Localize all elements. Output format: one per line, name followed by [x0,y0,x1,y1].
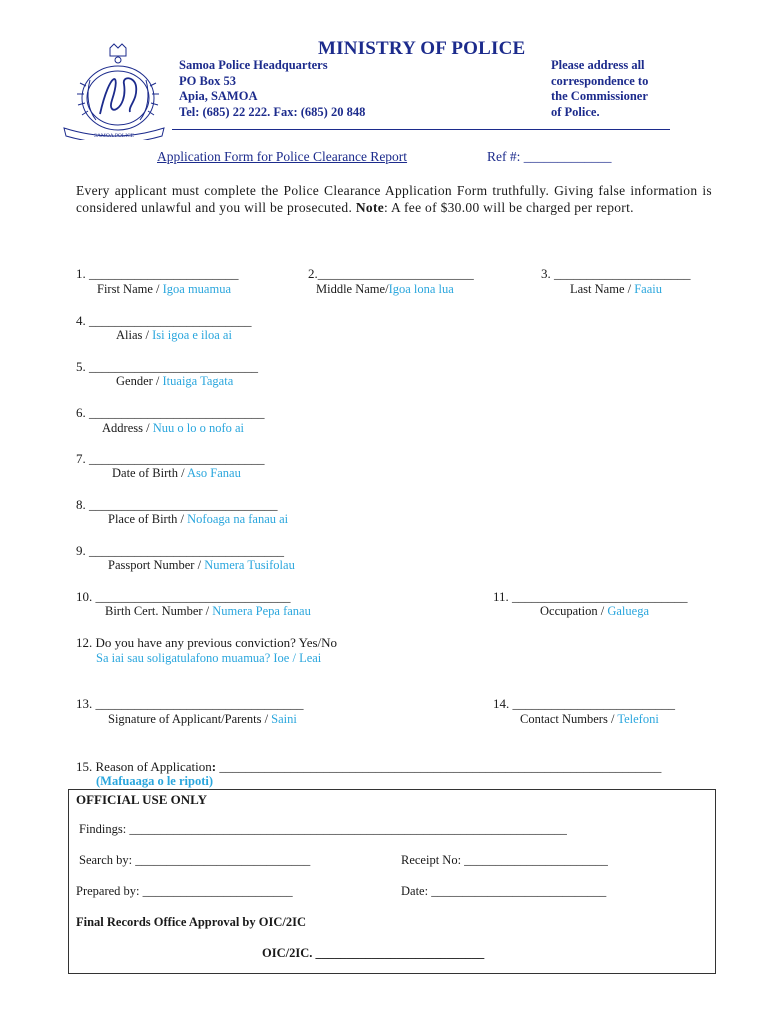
previous-conviction-label: Sa iai sau soligatulafono muamua? Ioe / Leai [96,651,322,665]
middle-name-label: Middle Name/Igoa lona lua [316,282,454,296]
intro-text: Every applicant must complete the Police Clearance Application Form truthfully. Giving false information is considered unlawful and you will be prosecuted. [76,183,712,215]
birth-cert-number-field[interactable]: 10. ______________________________ [76,589,291,604]
alias-field[interactable]: 4. _________________________ [76,313,252,328]
seal-motto: SAMOA POLICE [93,133,135,139]
signature-label: Signature of Applicant/Parents / Saini [108,712,297,726]
reason-of-application-field[interactable]: 15. Reason of Application: ____________________________________________________________________ [76,759,662,774]
hq-line: Tel: (685) 22 222. Fax: (685) 20 848 [179,104,366,119]
oic-signature-field[interactable]: OIC/2IC. ___________________________ [262,946,485,960]
passport-number-field[interactable]: 9. ______________________________ [76,543,284,558]
police-seal-icon [60,40,168,140]
contact-numbers-field[interactable]: 14. _________________________ [493,696,675,711]
form-title: Application Form for Police Clearance Report [157,149,408,164]
address-line: Please address all [551,58,645,72]
hq-line: Apia, SAMOA [179,89,258,103]
contact-numbers-label: Contact Numbers / Telefoni [520,712,659,726]
note-label: Note [355,200,385,215]
date-of-birth-label: Date of Birth / Aso Fanau [112,466,241,480]
last-name-field[interactable]: 3. _____________________ [541,266,691,281]
address-line: correspondence to [551,73,649,88]
birth-cert-number-label: Birth Cert. Number / Numera Pepa fanau [105,604,311,618]
previous-conviction-question[interactable]: 12. Do you have any previous conviction? Yes/No [76,635,338,650]
address-label: Address / Nuu o lo o nofo ai [102,421,245,435]
reason-of-application-label: (Mafuaaga o le ripoti) [96,774,213,788]
intro-paragraph [76,182,712,216]
search-by-field[interactable]: Search by: ____________________________ [79,853,311,867]
place-of-birth-label: Place of Birth / Nofoaga na fanau ai [108,512,289,526]
address-field[interactable]: 6. ___________________________ [76,405,265,420]
date-of-birth-field[interactable]: 7. ___________________________ [76,451,265,466]
receipt-no-field[interactable]: Receipt No: _______________________ [401,853,608,867]
gender-label: Gender / Ituaiga Tagata [116,374,234,388]
passport-number-label: Passport Number / Numera Tusifolau [108,558,295,572]
first-name-field[interactable]: 1. _______________________ [76,266,239,281]
place-of-birth-field[interactable]: 8. _____________________________ [76,497,278,512]
date-field[interactable]: Date: ____________________________ [401,884,607,898]
correspondence-note [551,58,648,120]
final-approval-label: Final Records Office Approval by OIC/2IC [76,915,306,929]
headquarters-address [179,58,365,120]
alias-label: Alias / Isi igoa e iloa ai [116,328,232,342]
first-name-label: First Name / Igoa muamua [97,282,232,296]
last-name-label: Last Name / Faaiu [570,282,662,296]
occupation-label: Occupation / Galuega [540,604,649,618]
page-title: MINISTRY OF POLICE [318,38,526,59]
reference-number: Ref #: _____________ [487,149,612,164]
hq-line: Samoa Police Headquarters [179,58,328,72]
middle-name-field[interactable]: 2.________________________ [308,266,474,281]
signature-field[interactable]: 13. ________________________________ [76,696,304,711]
hq-line: PO Box 53 [179,73,236,88]
official-use-heading: OFFICIAL USE ONLY [76,792,207,807]
address-line: the Commissioner [551,89,648,103]
header-divider [172,129,670,130]
note-text: : A fee of $30.00 will be charged per report. [384,200,634,215]
prepared-by-field[interactable]: Prepared by: ________________________ [76,884,293,898]
occupation-field[interactable]: 11. ___________________________ [493,589,688,604]
address-line: of Police. [551,104,600,119]
findings-field[interactable]: Findings: ______________________________________________________________________ [79,822,567,836]
gender-field[interactable]: 5. __________________________ [76,359,258,374]
